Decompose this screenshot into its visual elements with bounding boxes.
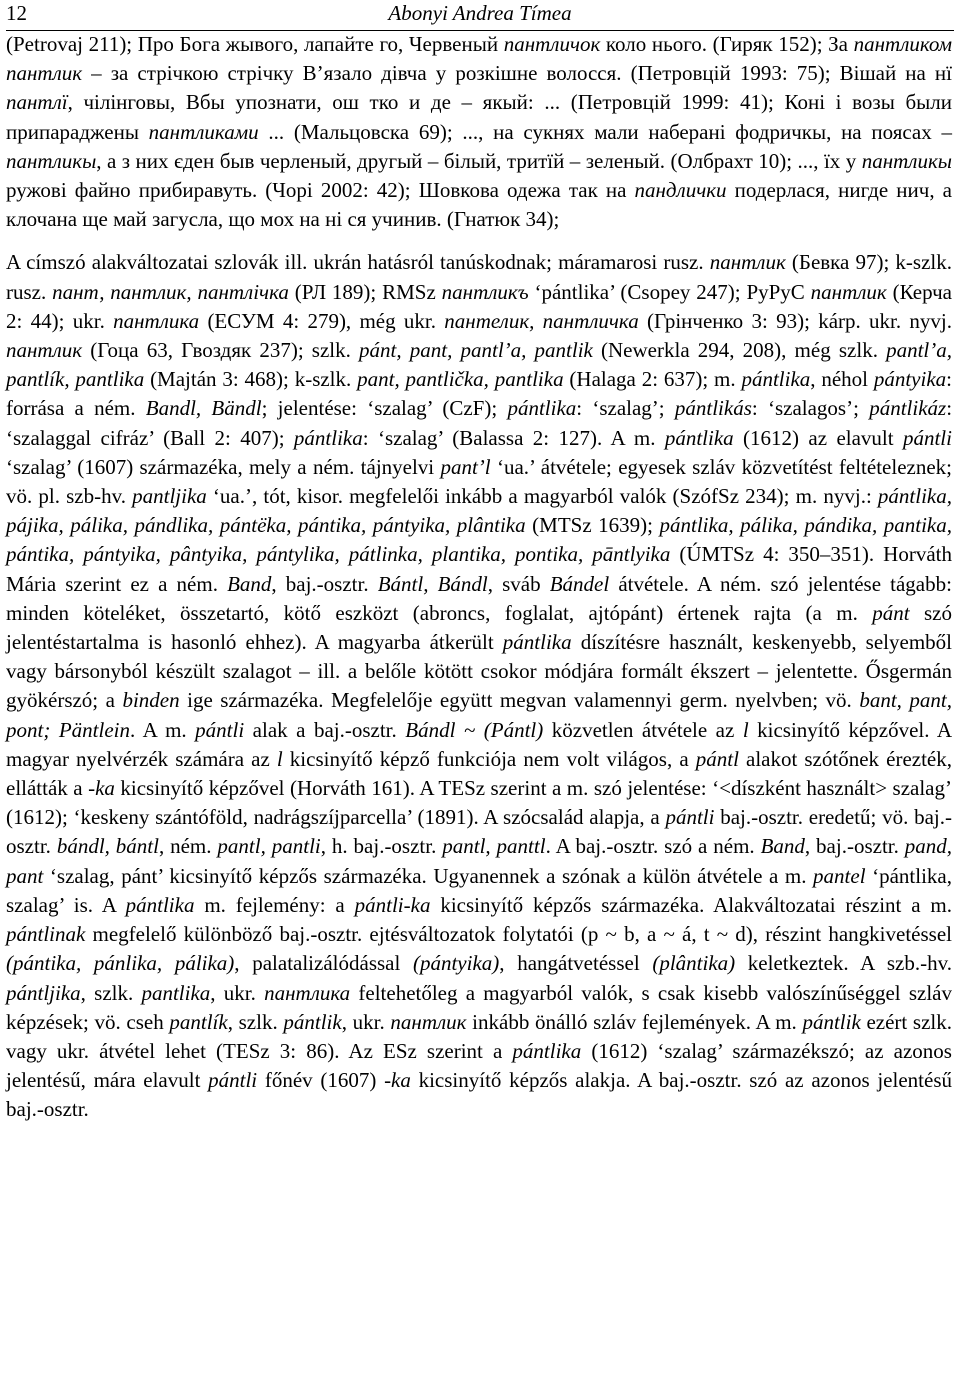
italic-term: pantlika	[141, 980, 211, 1005]
italic-term: pántlika, pálika, pándika, pantika, pántika, pántyika, pântyika, pántylika, pátlinka, plantika, pontika, pāntlyika	[6, 513, 952, 567]
text-run: alak a baj.-osztr.	[244, 717, 406, 742]
italic-term: pántli	[665, 805, 715, 830]
italic-term: pántlika	[741, 367, 811, 392]
italic-term: pántlika	[125, 892, 195, 917]
italic-term: Bándl ~ (Pántl)	[405, 717, 544, 742]
text-run: ‘ua.’ átvétele; egyesek szláv közvetítést feltételeznek; vö. pl. szb-hv.	[6, 454, 952, 509]
italic-term: (plântika)	[652, 951, 736, 976]
text-run: díszítésre használt, keskenyebb, selyemből vagy bársonyból készült szalagot – ill. a belőle kötött csokor módjára formált ékszert – jelentette. Ősgermán gyökérszó; a	[6, 630, 952, 713]
text-run: , h. baj.-osztr.	[320, 834, 443, 859]
italic-term: Bandl, Bändl	[145, 396, 262, 421]
text-run: (1612) ‘szalag’ származékszó; az azonos jelentésű, mára elavult	[6, 1038, 952, 1093]
text-run: (Newerkla 294, 208), még szlk.	[592, 338, 887, 363]
italic-term: пантлї	[6, 90, 68, 115]
italic-term: l	[276, 746, 283, 771]
italic-term: pand, pant	[6, 834, 953, 888]
text-run: ‘szalag’ (1607) származéka, mely a ném. tájnyelvi	[6, 454, 441, 479]
text-run: : forrása a ném.	[6, 367, 952, 421]
italic-term: pántli	[902, 425, 952, 450]
text-run: : ‘szalag’ (Balassa 2: 127). A m.	[362, 425, 665, 450]
text-run: inkább önálló szláv fejlemények. A m.	[466, 1009, 803, 1034]
italic-term: bándl, bántl	[56, 834, 159, 859]
italic-term: -ka	[88, 776, 115, 801]
text-run: főnév (1607)	[257, 1068, 385, 1093]
italic-term: Band	[227, 571, 272, 596]
italic-term: пантликами	[148, 119, 259, 144]
italic-term: пантлик	[390, 1009, 467, 1034]
running-header	[6, 0, 954, 31]
italic-term: pánt, pant, pantl’a, pantlik	[359, 338, 593, 363]
italic-term: pántyika	[873, 367, 947, 392]
italic-term: pántlika, pájika, pálika, pándlika, pántëka, pántika, pántyika, plântika	[6, 484, 952, 538]
italic-term: bant, pant, pont; Päntlein	[6, 688, 952, 742]
text-run: kicsinyítő képzővel (Horváth 161). A TESz szerint a m. szó jelentése: ‘<díszként használt> szalag’ (1612); ‘keskeny szántóföld, nadrágszíjparcella’ (1891). A szócsalád alapja, a	[6, 776, 952, 830]
text-run: , hangátvetéssel	[499, 951, 653, 976]
text-run: коло нього. (Гиряк 152); За	[600, 32, 854, 56]
italic-term: пандлички	[634, 178, 727, 203]
text-run: (Majtán 3: 468); k-szlk.	[144, 367, 358, 392]
italic-term: pántlika	[507, 396, 577, 421]
text-run: feltehetőleg a magyarból valók, s csak kisebb valószínűséggel szláv képzések; vö. cseh	[6, 980, 952, 1034]
italic-term: Band	[760, 834, 805, 859]
text-run: , чілінговы, Вбы упознати, ош тко и де – якый: ... (Петровцій 1999: 41); Коні і возы были припараджены	[6, 90, 952, 144]
text-run: megfelelő különböző baj.-osztr. ejtésváltozatok folytatói (p ~ b, a ~ á, t ~ d), részint hangkivetéssel	[85, 922, 952, 947]
text-run: : ‘szalagos’;	[751, 396, 870, 421]
italic-term: пантличок	[503, 32, 601, 56]
italic-term: pantl, pantli	[217, 834, 321, 859]
text-run: , baj.-osztr.	[271, 571, 378, 596]
text-run: ... (Мальцовска 69); ..., на сукнях мали наберані фодричкы, на поясах –	[258, 119, 952, 144]
text-run: , sváb	[487, 571, 550, 596]
text-run: , szlk.	[227, 1009, 284, 1034]
page-number: 12	[6, 1, 27, 25]
text-run: keletkeztek. A szb.-hv.	[735, 951, 952, 976]
text-run: ружові файно прибиравуть. (Чорі 2002: 42); Шовкова одежа так на	[6, 178, 635, 203]
italic-term: pántlik	[802, 1009, 861, 1034]
text-run: (Halaga 2: 637); m.	[563, 367, 742, 392]
italic-term: -ka	[384, 1068, 411, 1093]
text-run: , szlk.	[80, 980, 142, 1005]
italic-term: пант, пантлик, пантлічка	[52, 279, 289, 304]
italic-term: пантлик	[810, 279, 887, 304]
italic-term: пантелик, пантличка	[444, 308, 639, 333]
italic-term: pántlika	[512, 1038, 582, 1063]
text-run: ezért szlk. vagy ukr. átvétel lehet (TESz 3: 86). Az ESz szerint a	[6, 1009, 952, 1063]
text-run: : ‘szalag’;	[576, 396, 675, 421]
text-run: (РЛ 189); RMSz	[288, 279, 442, 304]
text-run: ‘pántlika, szalag’ is. A	[6, 863, 953, 917]
text-run: . A m.	[129, 717, 196, 742]
text-run: közvetlen átvétele az	[543, 717, 743, 742]
text-run: (ÚMTSz 4: 350–351). Horváth Mária szerint ez a ném.	[6, 542, 952, 596]
text-run: m. fejlemény: a	[194, 892, 355, 917]
italic-term: пантлик	[709, 250, 786, 275]
paragraph-examples	[6, 30, 952, 234]
italic-term: pánt	[872, 600, 910, 625]
text-run: (Petrovaj 211); Про Бога жывого, лапайте го, Червеный	[6, 32, 504, 56]
italic-term: pant’l	[440, 454, 491, 479]
text-run: , baj.-osztr.	[804, 834, 905, 859]
italic-term: pántlik	[283, 1009, 342, 1034]
text-run: – за стрічкою стрічку В’язало дівча у розкішне волосся. (Петровцій 1993: 75); Вішай на нї	[82, 61, 952, 86]
text-run: : ‘szalaggal cifráz’ (Ball 2: 407);	[6, 396, 953, 450]
italic-term: Bántl, Bándl	[377, 571, 488, 596]
text-run: ‘pántlika’ (Csopey 247); РуРуС	[528, 279, 811, 304]
italic-term: пантлика	[264, 980, 351, 1005]
italic-term: пантлика	[113, 308, 200, 333]
text-run: ‘ua.’, tót, kisor. megfelelői inkább a magyarból valók (SzófSz 234); m. nyvj.:	[206, 484, 878, 509]
italic-term: пантликъ	[441, 279, 529, 304]
text-run: (ЕСУМ 4: 279), még ukr.	[199, 308, 445, 333]
text-run: , palatalizálódással	[234, 951, 413, 976]
running-header-author: Abonyi Andrea Tímea	[388, 1, 572, 25]
italic-term: пантлик	[6, 338, 83, 363]
text-run: , а з них єден быв черленый, другый – білый, тритїй – зеленый. (Олбрахт 10); ..., їх у	[96, 148, 862, 173]
text-run: kicsinyítő képzővel. A magyar nyelvérzék számára az	[6, 717, 953, 771]
text-run: , ukr.	[210, 980, 265, 1005]
body-text	[6, 30, 952, 1125]
italic-term: pántljika	[6, 980, 81, 1005]
text-run: (1612) az elavult	[733, 425, 903, 450]
text-run: , néhol	[810, 367, 874, 392]
text-run: (Гоца 63, Гвоздяк 237); szlk.	[82, 338, 360, 363]
paragraph-etymology	[6, 248, 952, 1124]
text-run: ige származéka. Megfelelője együtt megvan valamennyi germ. nyelvben; vö.	[179, 688, 860, 713]
italic-term: pantl’a, pantlík, pantlika	[6, 338, 953, 392]
text-run: baj.-osztr. eredetű; vö. baj.-osztr.	[6, 805, 952, 859]
text-run: (MTSz 1639);	[525, 513, 660, 538]
text-run: ; jelentése: ‘szalag’ (CzF);	[261, 396, 508, 421]
italic-term: pantljika	[132, 484, 207, 509]
text-run: kicsinyítő képzős származéka. Alakváltozatai részint a m.	[430, 892, 953, 917]
italic-term: pántli	[195, 717, 245, 742]
italic-term: pántli-ka	[354, 892, 431, 917]
text-run: (Бевка 97); k-szlk. rusz.	[6, 250, 952, 304]
text-run: alakot szótőnek érezték, ellátták a	[6, 746, 952, 801]
text-run: átvétele. A ném. szó jelentése tágabb: minden köteléket, összetartó, kötő eszközt (abroncs, foglalat, ajtópánt) értenek rajta (a m.	[6, 571, 952, 625]
italic-term: пантликы	[861, 148, 952, 173]
italic-term: pántlinak	[6, 922, 86, 947]
text-run: szó jelentéstartalma is hasonló ehhez). A magyarba átkerült	[6, 600, 952, 655]
italic-term: binden	[122, 688, 180, 713]
italic-term: pántl	[695, 746, 739, 771]
italic-term: Bándel	[549, 571, 610, 596]
text-run: kicsinyítő képzős alakja. A baj.-osztr. szó az azonos jelentésű baj.-osztr.	[6, 1068, 952, 1122]
text-run: подерлася, нигде нич, а клочана ще май загусла, що мох на ні ся учинив. (Гнатюк 34);	[6, 178, 952, 232]
text-run: , ném.	[158, 834, 218, 859]
text-run: A címszó alakváltozatai szlovák ill. ukrán hatásról tanúskodnak; máramarosi rusz.	[6, 250, 710, 275]
italic-term: (pántyika)	[412, 951, 500, 976]
italic-term: pántlikáz	[869, 396, 947, 421]
text-run: (Керча 2: 44); ukr.	[6, 279, 952, 333]
italic-term: l	[742, 717, 749, 742]
italic-term: пантликы	[6, 148, 97, 173]
italic-term: pántli	[208, 1068, 258, 1093]
italic-term: pántlika	[502, 630, 572, 655]
italic-term: pántlika	[664, 425, 734, 450]
text-run: kicsinyítő képző funkciója nem volt világos, a	[282, 746, 696, 771]
italic-term: pántlika	[293, 425, 363, 450]
italic-term: pantel	[813, 863, 866, 888]
italic-term: пантликом пантлик	[6, 32, 952, 86]
text-run: . A baj.-osztr. szó a ném.	[545, 834, 761, 859]
text-run: (Грінченко 3: 93); kárp. ukr. nyvj.	[638, 308, 952, 333]
italic-term: pántlikás	[674, 396, 752, 421]
text-run: , ukr.	[341, 1009, 391, 1034]
text-run: ‘szalag, pánt’ kicsinyítő képzős származéka. Ugyanennek a szónak a külön átvétele a m.	[43, 863, 814, 888]
italic-term: pant, pantlička, pantlika	[357, 367, 564, 392]
italic-term: pantlík	[169, 1009, 228, 1034]
italic-term: pantl, panttl	[442, 834, 546, 859]
italic-term: (pántika, pánlika, pálika)	[6, 951, 235, 976]
